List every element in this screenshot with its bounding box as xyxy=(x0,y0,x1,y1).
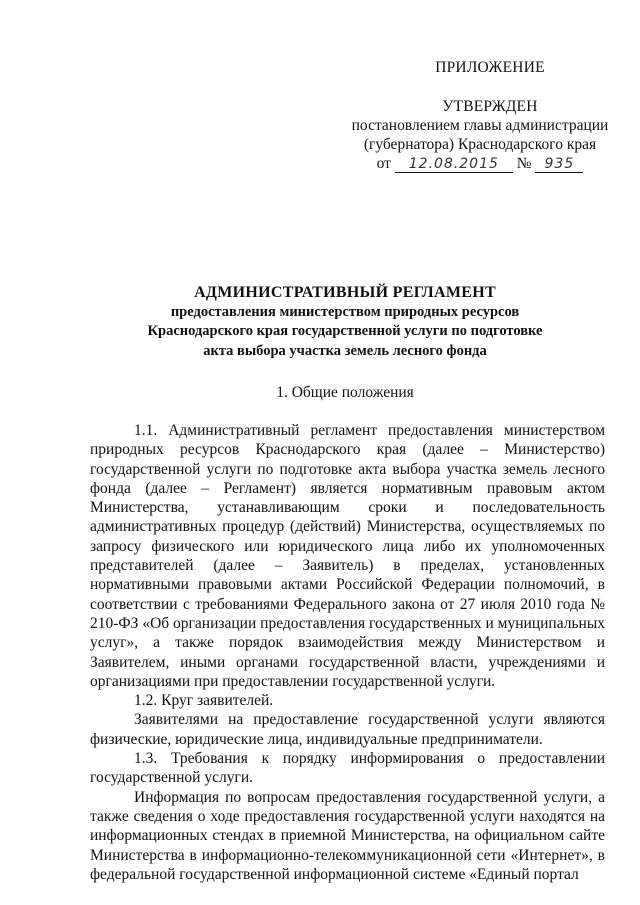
body-text xyxy=(90,421,605,884)
paragraph-1-2: 1.2. Круг заявителей. xyxy=(134,692,274,710)
handwritten-date: 12.08.2015 xyxy=(395,156,513,173)
approved-label: УТВЕРЖДЕН xyxy=(442,98,538,115)
paragraph-applicants: Заявителями на предоставление государственной услуги являются физические, юридические лица, индивидуальные предприниматели. xyxy=(90,711,605,748)
title-line-2: Краснодарского края государственной услуги по подготовке xyxy=(147,323,543,339)
paragraph-1-3: 1.3. Требования к порядку информирования о предоставлении государственной услуги. xyxy=(90,750,605,787)
title-line-1: предоставления министерством природных ресурсов xyxy=(170,303,520,320)
approval-date-line xyxy=(340,154,620,173)
handwritten-number: 935 xyxy=(535,156,583,173)
appendix-label: ПРИЛОЖЕНИЕ xyxy=(435,59,545,76)
approval-line-2: (губернатора) Краснодарского края xyxy=(363,136,597,153)
document-title xyxy=(90,283,600,361)
approval-line-1: постановлением главы администрации xyxy=(351,117,609,134)
date-prefix: от xyxy=(376,155,391,172)
paragraph-information: Информация по вопросам предоставления государственной услуги, а также сведения о ходе предоставления государственной услуги находятся на информационных стендах в приемной Министерства, на официальном сайте Министерства в информационно-телекоммуникационной сети «Интернет», в федеральной государственной информационной системе «Единый портал xyxy=(90,788,605,883)
approval-block xyxy=(340,58,620,173)
section-title: 1. Общие положения xyxy=(276,384,414,401)
paragraph-1-1: 1.1. Административный регламент предоставления министерством природных ресурсов Краснодарского края (далее – Министерство) государственной услуги по подготовке акта выбора участка земель лесного фонда (далее – Регламент) является нормативным правовым актом Министерства, устанавливающим сроки и последовательность административных процедур (действий) Министерства, осуществляемых по запросу физического или юридического лица либо их уполномоченных представителей (далее – Заявитель) в пределах, установленных нормативными правовыми актами Российской Федерации полномочий, в соответствии с требованиями Федерального закона от 27 июля 2010 года № 210-ФЗ «Об организации предоставления государственных и муниципальных услуг», а также порядок взаимодействия между Министерством и Заявителем, иными органами государственной власти, учреждениями и организациями при предоставлении государственной услуги. xyxy=(90,422,605,690)
title-main: АДМИНИСТРАТИВНЫЙ РЕГЛАМЕНТ xyxy=(194,284,496,301)
title-line-3: акта выбора участка земель лесного фонда xyxy=(203,342,487,359)
number-label: № xyxy=(516,155,532,172)
